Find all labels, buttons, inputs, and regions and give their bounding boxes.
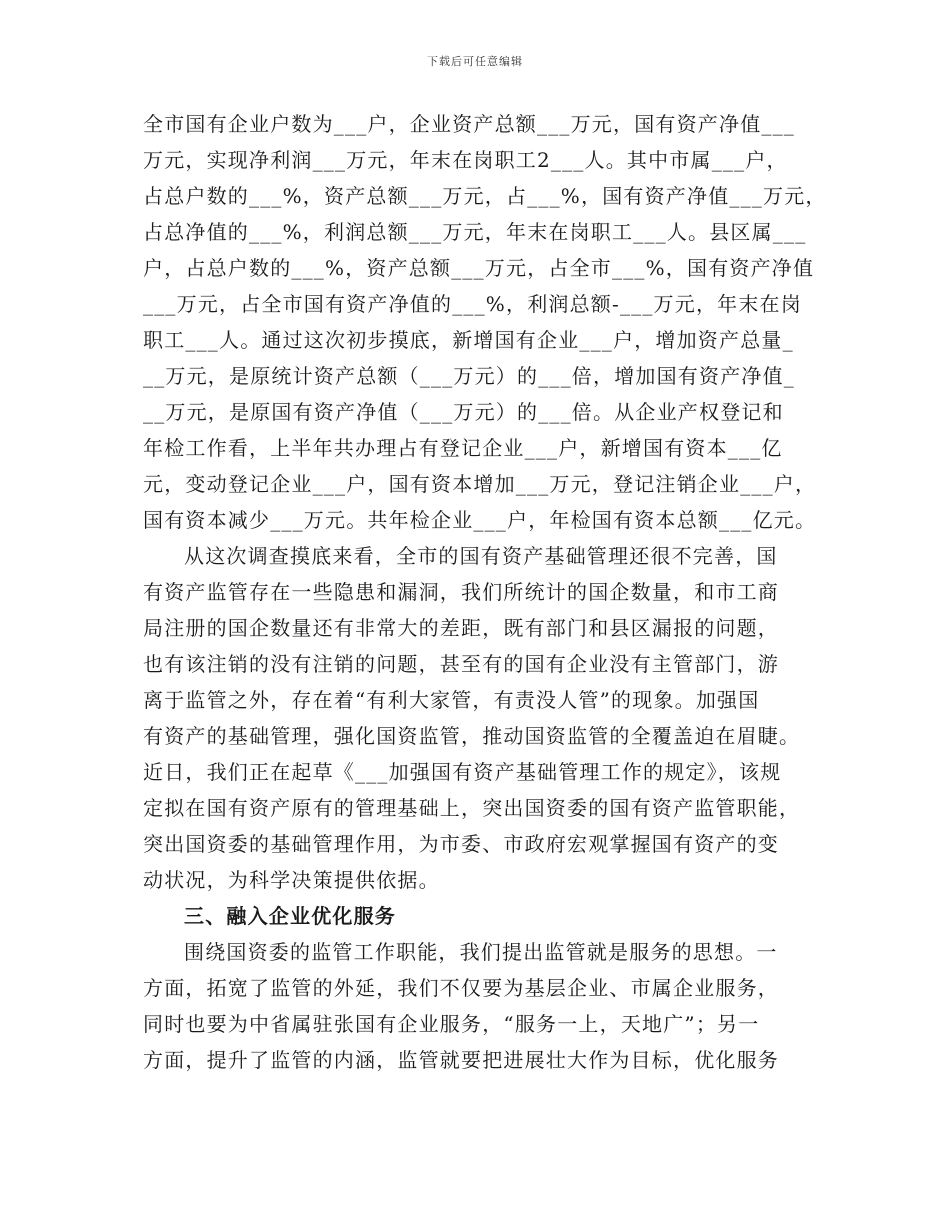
text-line: 国有资本减少___万元。共年检企业___户，年检国有资本总额___亿元。 bbox=[143, 508, 817, 532]
section-heading: 三、融入企业优化服务 bbox=[184, 904, 396, 928]
text-line: 方面，提升了监管的内涵，监管就要把进展壮大作为目标，优化服务 bbox=[143, 1048, 779, 1072]
text-line: 占总户数的___%，资产总额___万元，占___%，国有资产净值___万元， bbox=[143, 184, 827, 208]
text-line: 户，占总户数的___%，资产总额___万元，占全市___%，国有资产净值 bbox=[143, 256, 815, 280]
text-line: 年检工作看，上半年共办理占有登记企业___户，新增国有资本___亿 bbox=[143, 436, 783, 460]
text-line: 职工___人。通过这次初步摸底，新增国有企业___户，增加资产总量_ bbox=[143, 328, 794, 352]
text-line: __万元，是原统计资产总额（___万元）的___倍，增加国有资产净值_ bbox=[143, 364, 795, 388]
text-line: 有资产的基础管理，强化国资监管，推动国资监管的全覆盖迫在眉睫。 bbox=[143, 724, 801, 748]
text-line: 动状况，为科学决策提供依据。 bbox=[143, 868, 440, 892]
text-line: 方面，拓宽了监管的外延，我们不仅要为基层企业、市属企业服务， bbox=[143, 976, 779, 1000]
text-line: __万元，是原国有资产净值（___万元）的___倍。从企业产权登记和 bbox=[143, 400, 784, 424]
text-line: 近日，我们正在起草《___加强国有资产基础管理工作的规定》，该规 bbox=[143, 760, 782, 784]
text-line: 全市国有企业户数为___户，企业资产总额___万元，国有资产净值___ bbox=[143, 112, 795, 136]
text-line: 从这次调查摸底来看，全市的国有资产基础管理还很不完善，国 bbox=[184, 544, 778, 568]
text-line: 围绕国资委的监管工作职能，我们提出监管就是服务的思想。一 bbox=[184, 940, 778, 964]
paragraph-investigation bbox=[143, 538, 813, 898]
text-line: ___万元，占全市国有资产净值的___%，利润总额-___万元，年末在岗 bbox=[143, 292, 802, 316]
text-line: 定拟在国有资产原有的管理基础上，突出国资委的国有资产监管职能， bbox=[143, 796, 801, 820]
paragraph-service bbox=[143, 934, 813, 1078]
text-line: 同时也要为中省属驻张国有企业服务，“服务一上，天地广”；另一 bbox=[143, 1012, 760, 1036]
text-line: 离于监管之外，存在着“有利大家管，有责没人管”的现象。加强国 bbox=[143, 688, 760, 712]
text-line: 有资产监管存在一些隐患和漏洞，我们所统计的国企数量，和市工商 bbox=[143, 580, 779, 604]
document-body bbox=[143, 106, 827, 1078]
text-line: 突出国资委的基础管理作用，为市委、市政府宏观掌握国有资产的变 bbox=[143, 832, 779, 856]
paragraph-statistics bbox=[143, 106, 827, 538]
text-line: 万元，实现净利润___万元，年末在岗职工2___人。其中市属___户， bbox=[143, 148, 788, 172]
text-line: 占总净值的___%，利润总额___万元，年末在岗职工___人。县区属___ bbox=[143, 220, 807, 244]
text-line: 也有该注销的没有注销的问题，甚至有的国有企业没有主管部门，游 bbox=[143, 652, 779, 676]
text-line: 元，变动登记企业___户，国有资本增加___万元，登记注销企业___户， bbox=[143, 472, 817, 496]
text-line: 局注册的国企数量还有非常大的差距，既有部门和县区漏报的问题， bbox=[143, 616, 779, 640]
page-header: 下载后可任意编辑 bbox=[427, 55, 523, 68]
